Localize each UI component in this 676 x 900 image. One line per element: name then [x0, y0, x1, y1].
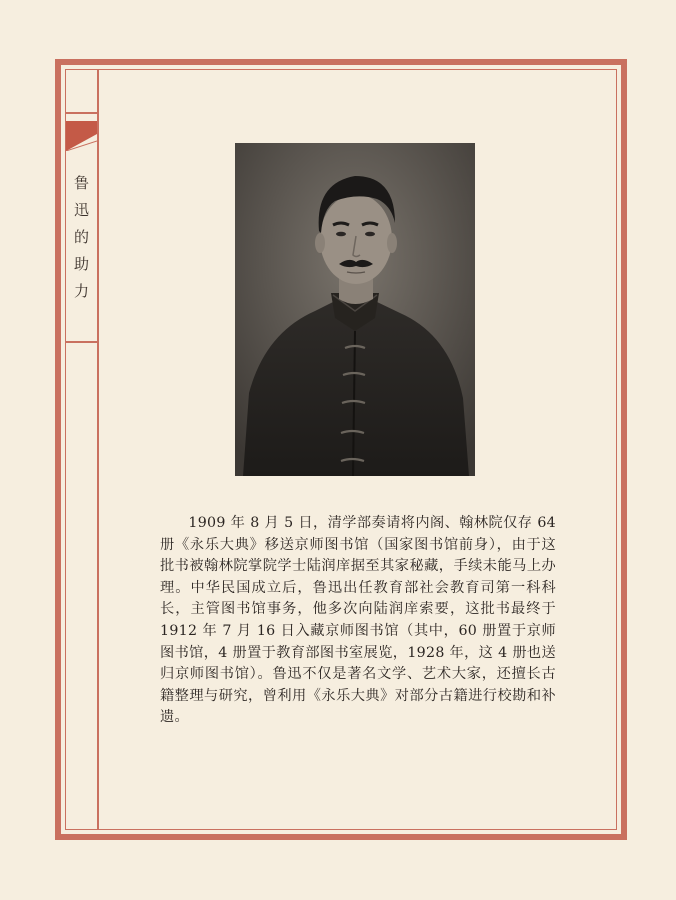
sidebar-title-char: 的	[73, 228, 89, 246]
sidebar-title-char: 迅	[73, 201, 89, 219]
ribbon-shape	[66, 121, 97, 151]
sidebar-title-char: 鲁	[73, 174, 89, 192]
sidebar-divider-line	[97, 69, 99, 830]
body-paragraph: 1909 年 8 月 5 日，清学部奏请将内阁、翰林院仅存 64 册《永乐大典》移送京师图书馆（国家图书馆前身），由于这批书被翰林院掌院学士陆润庠据至其家秘藏，手续未能马上办理。中华民国成立后，鲁迅出任教育部社会教育司第一科科长，主管图书馆事务，他多次向陆润庠索要，这批书最终于 1912 年 7 月 16 日入藏京师图书馆（其中，60 册置于京师图书馆，4 册置于教育部图书室展览，1928 年，这 4 册也送归京师图书馆）。鲁迅不仅是著名文学、艺术大家，还擅长古籍整理与研究，曾利用《永乐大典》对部分古籍进行校勘和补遗。	[160, 515, 556, 726]
portrait-illustration	[235, 143, 475, 476]
sidebar-section-title	[66, 170, 97, 305]
sidebar-ribbon-decoration	[66, 121, 97, 151]
sidebar-title-char: 助	[73, 255, 89, 273]
sidebar-title-char: 力	[73, 282, 89, 300]
sidebar-rule-bottom	[65, 341, 98, 343]
portrait-photo	[235, 143, 475, 476]
sidebar-rule-top	[65, 112, 98, 114]
